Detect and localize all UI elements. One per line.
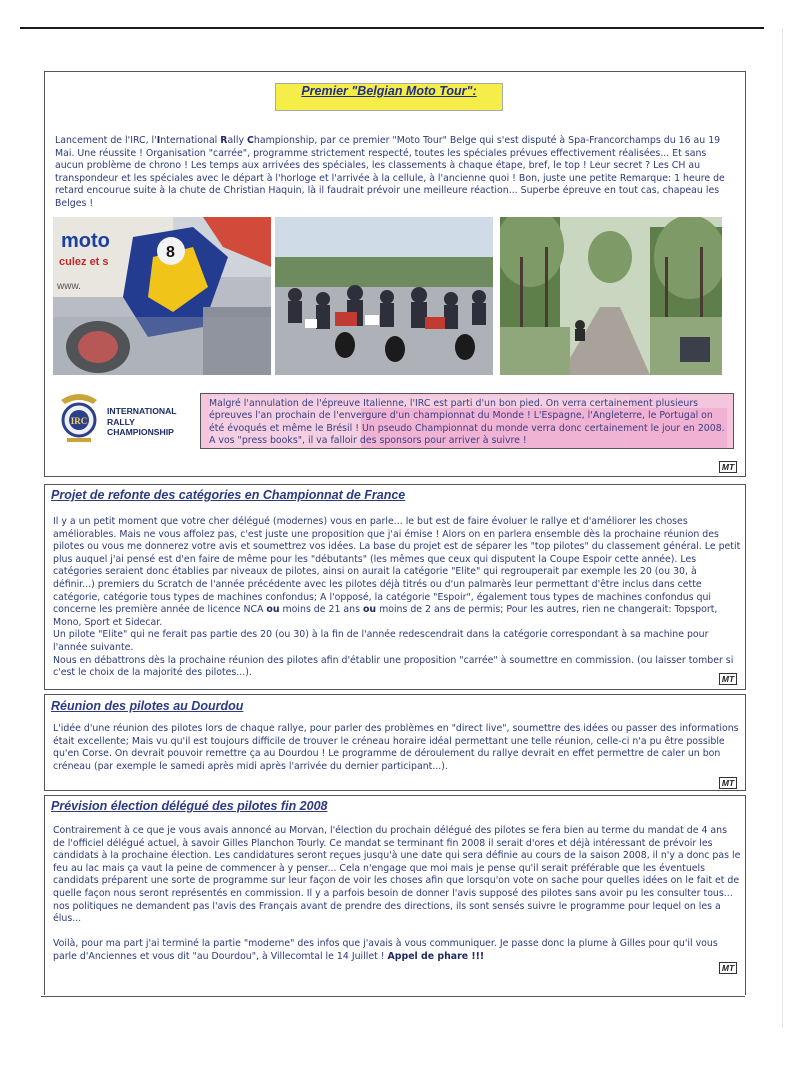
irc-note-box <box>200 393 734 449</box>
top-rule <box>20 27 764 29</box>
mt-signature: MT <box>719 777 737 789</box>
svg-text:moto: moto <box>61 230 110 252</box>
section-heading: Projet de refonte des catégories en Championnat de France <box>51 488 406 502</box>
section-body: Il y a un petit moment que votre cher délégué (modernes) vous en parle... le but est de faire évoluer le rallye et d'améliorer les choses améliorables. Mais ne vous affolez pas, c'est juste une proposition que j'ai émise ! Alors on en parlera ensemble dès la prochaine réunion des pilotes ou vous me donnerez votre avis et soumettrez vos idées. La base du projet est de séparer les "top pilotes" du classement général. Le petit plus auquel j'ai pensé est d'en faire de même pour les "débutants" (les mêmes que ceux qui disputent la Coupe Espoir cette année). Les catégories seraient donc établies par niveaux de pilotes, ainsi on aurait la catégorie "Elite" qui regrouperait par exemple les 20 (ou 30, à définir...) premiers du Scratch de l'année précédente avec les pilotes déjà titrés ou d'un palmarès leur permettant d'être inclus dans cette catégorie, catégorie tous types de machines confondus; A l'opposé, la catégorie "Espoir", également tous types de machines confondus qui concerne les première année de licence NCA ou moins de 21 ans ou moins de 2 ans de permis; Pour les autres, rien ne changerait: Topsport, Mono, Sport et Sidecar. Un pilote "Elite" qui ne ferait pas partie des 20 (ou 30) à la fin de l'année redescendrait dans la catégorie correspondant à sa machine pour l'année suivante. Nous en débattrons dès la prochaine réunion des pilotes afin d'établir une proposition "carrée" à soumettre en commission. (ou laisser tomber si c'est le choix de la majorité des pilotes...). <box>53 516 741 679</box>
svg-text:IRC: IRC <box>70 416 88 426</box>
section-heading: Réunion des pilotes au Dourdou <box>51 699 244 713</box>
mt-signature: MT <box>719 673 737 685</box>
section-body: L'idée d'une réunion des pilotes lors de chaque rallye, pour parler des problèmes en "direct live", soumettre des idées ou passer des informations était excellente; Mais vu qu'il est toujours difficile de trouver le créneau horaire idéal permettant une telle réunion, celle-ci n'a pu être possible qu'en Corse. On devrait pouvoir remettre ça au Dourdou ! Le programme de déroulement du rallye devrait en effet permettre de caler un bon créneau (par exemple le samedi après midi après l'arrivée du dernier participant...). <box>53 723 739 772</box>
logo-text: INTERNATIONAL RALLY CHAMPIONSHIP <box>107 406 177 437</box>
section-body: Contrairement à ce que je vous avais annoncé au Morvan, l'élection du prochain délégué des pilotes se fera bien au terme du mandat de 4 ans de l'officiel délégué actuel, à savoir Gilles Planchon Tourly. Ce mandat se terminant fin 2008 il serait d'ores et déjà intéressant de prévoir les candidats à la prochaine élection. Les candidatures seront reçues jusqu'à une date qui sera définie au cours de la saison 2008, il n'y a donc pas le feu au lac mais ça vaut la peine de commencer à y penser... Cela n'engage que moi mais je pense qu'il serait préférable que les éventuels candidats préparent une sorte de programme sur leur façon de voir les choses afin que lorsqu'on vote on sache pour quelles idées on le fait et de quelle façon nous seront représentés en commission. Il y a parfois besoin de donner l'avis supposé des pilotes sans avoir pu les consulter tous... nos politiques ne demandent pas l'avis des Français avant de prendre des directions, ils sont sensés suivre le programme pour lequel on les a élus... <box>53 825 741 925</box>
section-dourdou-meeting <box>44 694 746 791</box>
closing-paragraph: Voilà, pour ma part j'ai terminé la partie "moderne" des infos que j'avais à vous communiquer. Je passe donc la plume à Gilles pour qu'il vous parle d'Anciennes et vous dit "au Dourdou", à Villecomtal le 14 Juillet ! Appel de phare !!! <box>53 938 718 962</box>
svg-text:www.: www. <box>57 281 81 292</box>
photo-forest-road <box>500 217 722 375</box>
section-heading: Prévision élection délégué des pilotes fin 2008 <box>51 799 328 813</box>
photo-riders-group <box>275 217 493 375</box>
irc-seal-icon <box>57 390 101 452</box>
section-categories <box>44 484 746 690</box>
section-election <box>44 795 746 995</box>
mt-signature: MT <box>719 461 737 473</box>
svg-text:culez et s: culez et s <box>59 256 109 268</box>
irc-note-text: Malgré l'annulation de l'épreuve Italienne, l'IRC est parti d'un bon pied. On verra certainement plusieurs épreuves l'an prochain de l'envergure d'un championnat du Monde ! L'Espagne, l'Angleterre, le Portugal on été évoqués et même le Brésil ! Un pseudo Championnat du monde verra donc certainement le jour en 2008. A vos "press books", il va falloir des sponsors pour arriver à suivre ! <box>209 398 725 447</box>
page-edge <box>782 28 783 1028</box>
irc-logo <box>57 390 197 452</box>
section-belgian-moto-tour <box>44 71 746 477</box>
intro-paragraph: Lancement de l'IRC, l'International Rally Championship, par ce premier "Moto Tour" Belge qui s'est disputé à Spa-Francorchamps du 16 au 19 Mai. Une réussite ! Organisation "carrée", programme strictement respecté, toutes les spéciales prévues effectivement réalisées... Et sans aucun problème de chrono ! Les temps aux arrivées des spéciales, les classements à chaque étape, bref, le top ! Leur secret ? Les CH au transpondeur et les spéciales avec le départ à l'horloge et l'arrivée à la cellule, à l'ancienne quoi ! Bon, juste une petite Remarque: 1 heure de retard encourue suite à la chute de Christian Haquin, là il faudrait prévoir une meilleure réaction... Superbe épreuve en tout cas, chapeau les Belges ! <box>55 135 725 209</box>
svg-text:8: 8 <box>166 244 175 261</box>
photo-rider <box>53 217 271 375</box>
section-title-banner: Premier "Belgian Moto Tour": <box>275 83 503 111</box>
mt-signature: MT <box>719 962 737 974</box>
